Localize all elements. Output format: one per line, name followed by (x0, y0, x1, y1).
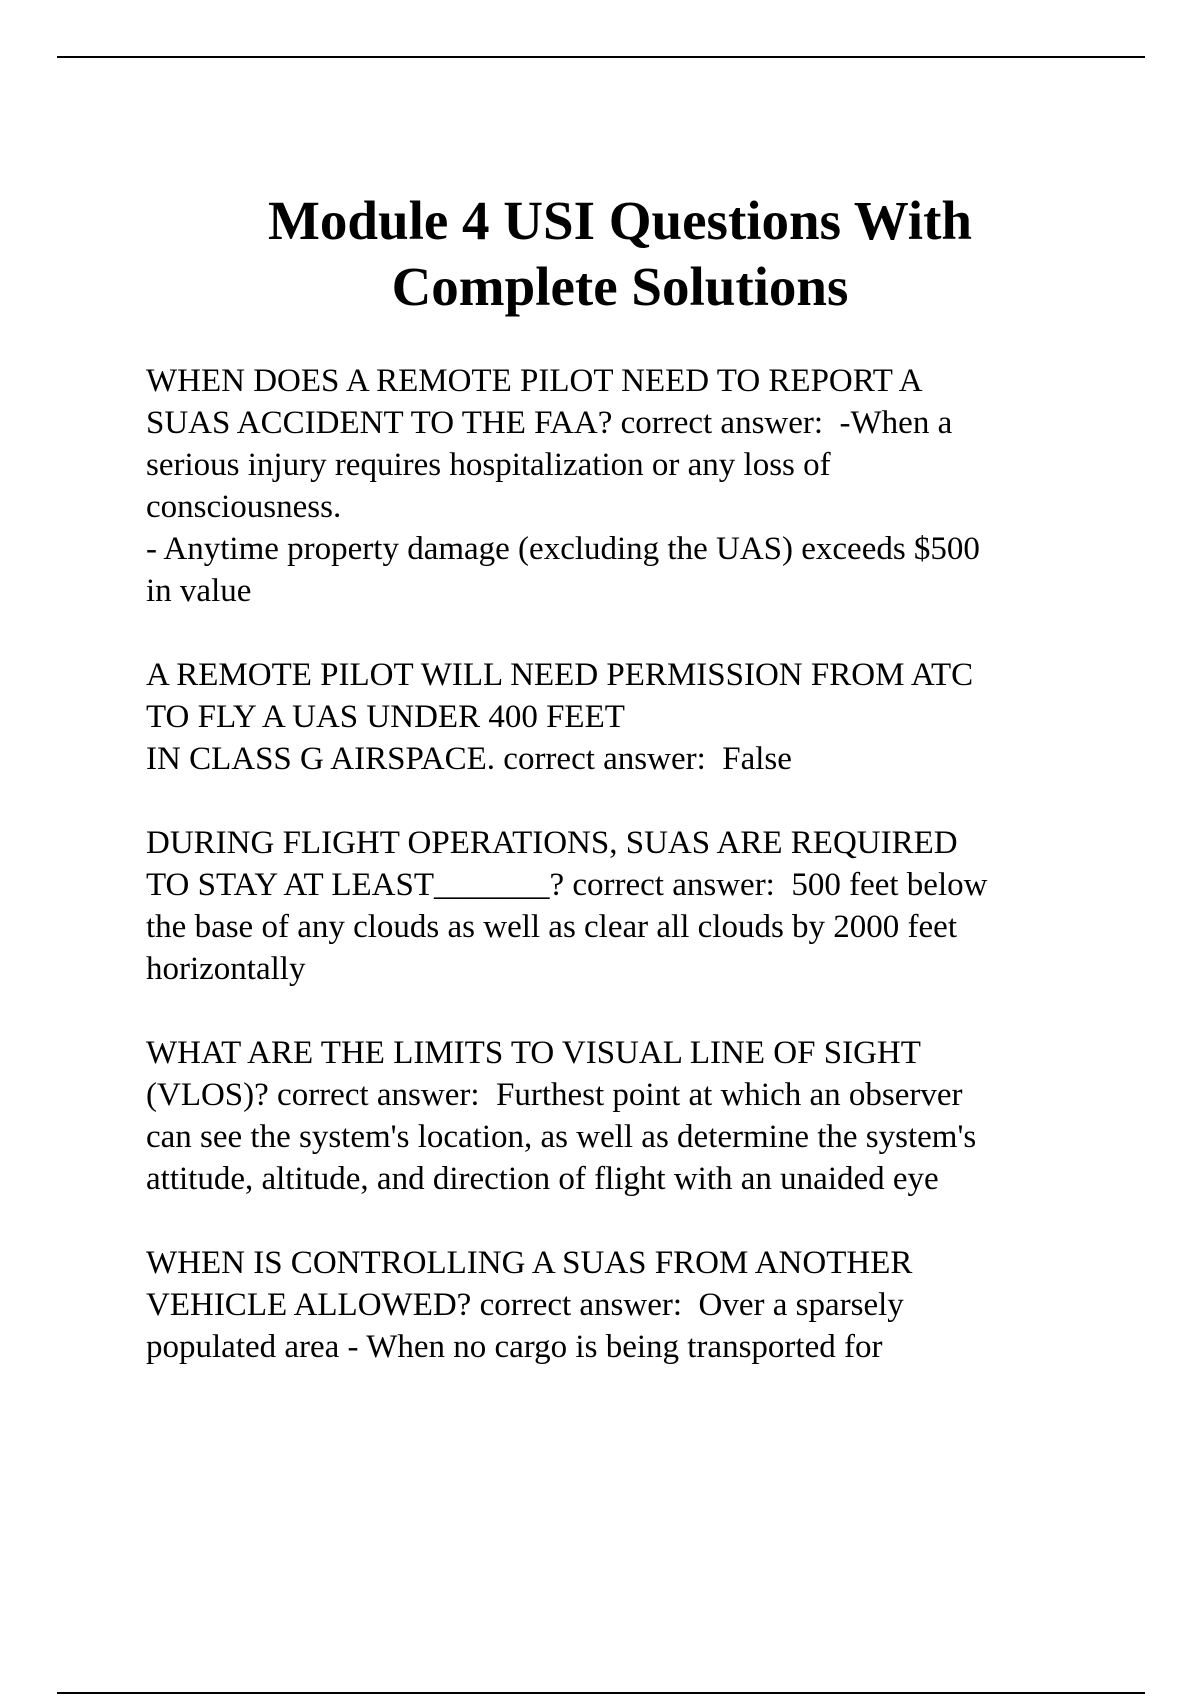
qa-line: SUAS ACCIDENT TO THE FAA? correct answer: -When a (146, 405, 953, 441)
qa-line: DURING FLIGHT OPERATIONS, SUAS ARE REQUIRED (146, 825, 958, 861)
top-rule (57, 56, 1145, 58)
qa-list (146, 360, 1146, 1410)
qa-line: VEHICLE ALLOWED? correct answer: Over a sparsely (146, 1287, 904, 1323)
qa-block (146, 1032, 1146, 1200)
qa-line: TO STAY AT LEAST_______? correct answer: 500 feet below (146, 867, 988, 903)
qa-line: WHEN DOES A REMOTE PILOT NEED TO REPORT A (146, 363, 923, 399)
qa-block (146, 360, 1146, 612)
qa-line: IN CLASS G AIRSPACE. correct answer: False (146, 741, 792, 777)
qa-line: consciousness. (146, 489, 342, 525)
qa-line: serious injury requires hospitalization or any loss of (146, 447, 831, 483)
qa-line: can see the system's location, as well as determine the system's (146, 1119, 977, 1155)
qa-line: the base of any clouds as well as clear all clouds by 2000 feet (146, 909, 957, 945)
qa-block (146, 822, 1146, 990)
qa-block (146, 654, 1146, 780)
title-line: Module 4 USI Questions With (268, 190, 972, 251)
qa-line: horizontally (146, 951, 306, 987)
qa-line: WHAT ARE THE LIMITS TO VISUAL LINE OF SIGHT (146, 1035, 921, 1071)
qa-line: attitude, altitude, and direction of flight with an unaided eye (146, 1161, 939, 1197)
qa-line: WHEN IS CONTROLLING A SUAS FROM ANOTHER (146, 1245, 913, 1281)
qa-line: A REMOTE PILOT WILL NEED PERMISSION FROM ATC (146, 657, 974, 693)
document-title (130, 188, 1110, 320)
title-line: Complete Solutions (391, 256, 849, 317)
qa-block (146, 1242, 1146, 1368)
qa-line: in value (146, 573, 252, 609)
qa-line: TO FLY A UAS UNDER 400 FEET (146, 699, 625, 735)
qa-line: populated area - When no cargo is being transported for (146, 1329, 883, 1365)
qa-line: - Anytime property damage (excluding the UAS) exceeds $500 (146, 531, 980, 567)
qa-line: (VLOS)? correct answer: Furthest point at which an observer (146, 1077, 963, 1113)
bottom-rule (57, 1692, 1145, 1694)
